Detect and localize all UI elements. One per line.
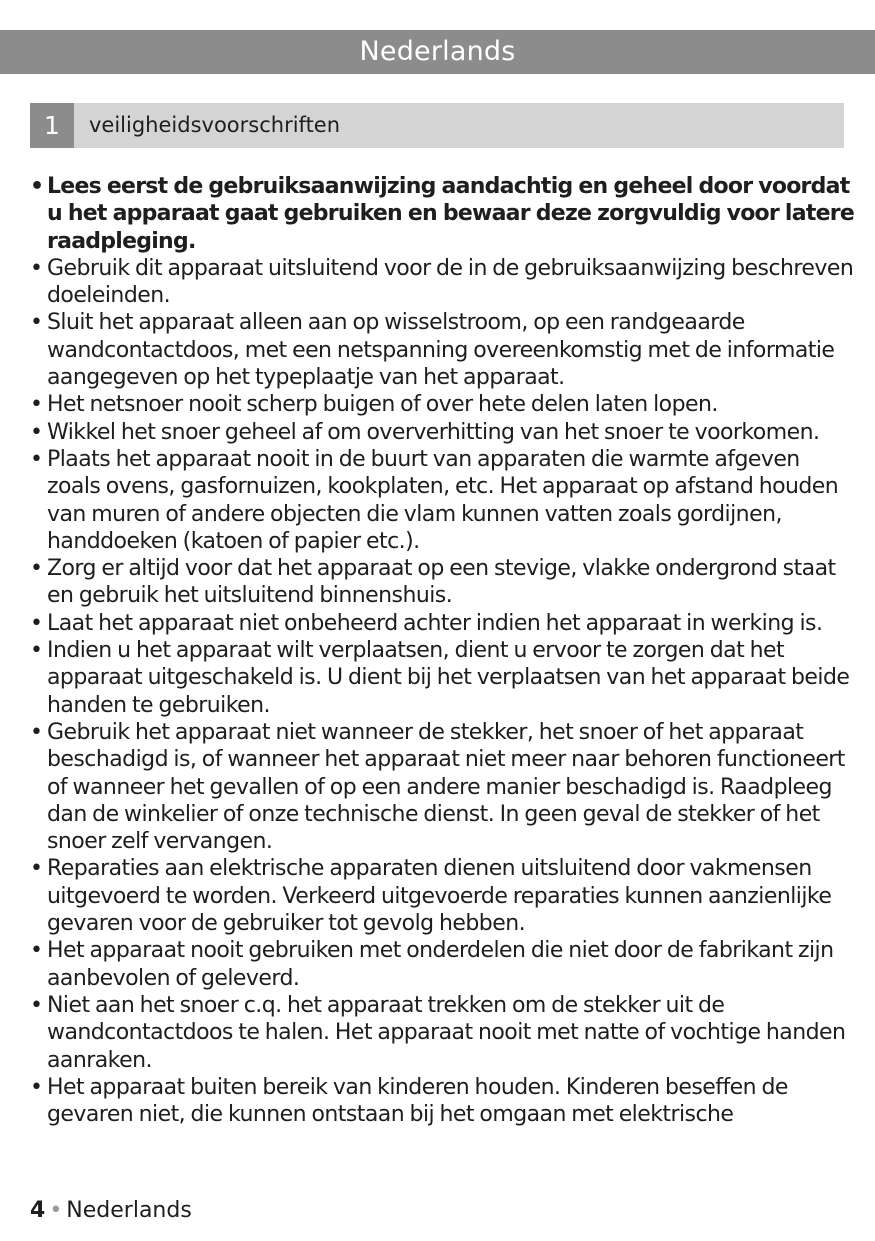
list-item-text: Gebruik dit apparaat uitsluitend voor de in de gebruiksaanwijzing beschreven doeleinden. <box>47 255 854 309</box>
list-item <box>30 937 855 992</box>
list-item <box>30 173 855 255</box>
list-item <box>30 391 855 418</box>
list-item-text: Sluit het apparaat alleen aan op wisselstroom, op een randgeaarde wandcontactdoos, met een netspanning overeenkomstig met de informatie aangegeven op het typeplaatje van het apparaat. <box>47 310 835 391</box>
list-item-text: Het apparaat nooit gebruiken met onderdelen die niet door de fabrikant zijn aanbevolen of geleverd. <box>47 938 834 991</box>
list-item-text: Indien u het apparaat wilt verplaatsen, dient u ervoor te zorgen dat het apparaat uitgeschakeld is. U dient bij het verplaatsen van het apparaat beide handen te gebruiken. <box>47 638 850 718</box>
footer-language: Nederlands <box>66 1198 192 1223</box>
bullet-icon: • <box>30 174 44 199</box>
list-item <box>30 855 855 937</box>
bullet-icon: • <box>30 419 43 445</box>
section-title: veiligheidsvoorschriften <box>89 113 341 137</box>
safety-instructions-list <box>30 173 855 1128</box>
list-item-text: Niet aan het snoer c.q. het apparaat trekken om de stekker uit de wandcontactdoos te halen. Het apparaat nooit met natte of vochtige handen aanraken. <box>47 992 846 1073</box>
section-heading <box>30 103 844 148</box>
list-item <box>30 419 855 446</box>
bullet-icon: • <box>30 556 43 582</box>
bullet-icon: • <box>30 610 43 636</box>
bullet-icon: • <box>30 719 43 745</box>
bullet-icon: • <box>30 310 43 336</box>
bullet-icon: • <box>30 392 43 418</box>
list-item <box>30 610 855 637</box>
bullet-icon: • <box>30 938 43 964</box>
bullet-icon: • <box>30 1074 43 1100</box>
list-item <box>30 555 855 610</box>
bullet-icon: • <box>30 255 43 281</box>
list-item <box>30 255 855 310</box>
list-item-text: Reparaties aan elektrische apparaten dienen uitsluitend door vakmensen uitgevoerd te worden. Verkeerd uitgevoerde reparaties kunnen aanzienlijke gevaren voor de gebruiker tot gevolg hebben. <box>47 856 832 937</box>
page-footer <box>30 1197 192 1225</box>
language-header: Nederlands <box>0 30 875 74</box>
list-item <box>30 719 855 855</box>
list-item <box>30 1074 855 1129</box>
footer-separator: • <box>49 1198 63 1223</box>
list-item-text: Het apparaat buiten bereik van kinderen houden. Kinderen beseffen de gevaren niet, die kunnen ontstaan bij het omgaan met elektrische <box>47 1074 788 1128</box>
list-item <box>30 446 855 555</box>
bullet-icon: • <box>30 638 43 664</box>
list-item-text: Wikkel het snoer geheel af om oververhitting van het snoer te voorkomen. <box>47 419 820 445</box>
list-item-text: Lees eerst de gebruiksaanwijzing aandachtig en geheel door voordat u het apparaat gaat gebruiken en bewaar deze zorgvuldig voor latere raadpleging. <box>47 174 855 254</box>
list-item <box>30 992 855 1074</box>
bullet-icon: • <box>30 856 43 882</box>
list-item-text: Gebruik het apparaat niet wanneer de stekker, het snoer of het apparaat beschadigd is, of wanneer het apparaat niet meer naar behoren functioneert of wanneer het gevallen of op een andere manier beschadigd is. Raadpleeg dan de winkelier of onze technische dienst. In geen geval de stekker of het snoer zelf vervangen. <box>47 719 845 855</box>
list-item-text: Het netsnoer nooit scherp buigen of over hete delen laten lopen. <box>47 392 718 418</box>
section-number: 1 <box>30 103 74 148</box>
page-number: 4 <box>30 1198 46 1223</box>
list-item <box>30 637 855 719</box>
list-item <box>30 309 855 391</box>
list-item-text: Laat het apparaat niet onbeheerd achter indien het apparaat in werking is. <box>47 610 823 636</box>
list-item-text: Plaats het apparaat nooit in de buurt van apparaten die warmte afgeven zoals ovens, gasfornuizen, kookplaten, etc. Het apparaat op afstand houden van muren of andere objecten die vlam kunnen vatten zoals gordijnen, handdoeken (katoen of papier etc.). <box>47 446 839 554</box>
bullet-icon: • <box>30 992 43 1018</box>
bullet-icon: • <box>30 446 43 472</box>
list-item-text: Zorg er altijd voor dat het apparaat op een stevige, vlakke ondergrond staat en gebruik het uitsluitend binnenshuis. <box>47 556 836 609</box>
